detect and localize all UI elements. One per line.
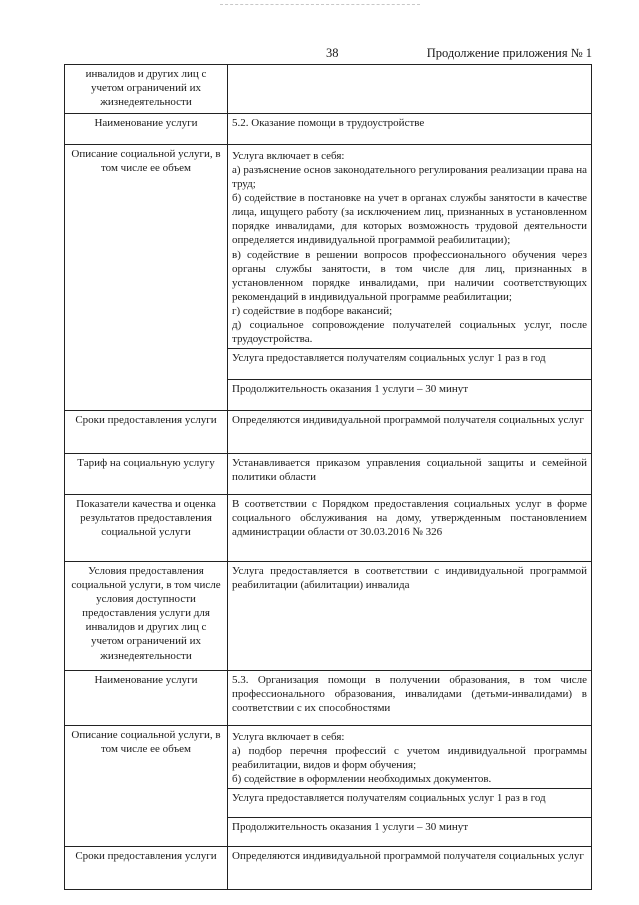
row-label: Сроки предоставления услуги xyxy=(65,847,228,890)
table-row xyxy=(65,65,592,114)
service-name-5-3: 5.3. Организация помощи в получении образования, в том числе профессионального образования, инвалидами (детьми-инвалидами) в соответствии с их способностями xyxy=(228,671,592,726)
table-row xyxy=(65,114,592,145)
service-terms: Определяются индивидуальной программой получателя социальных услуг xyxy=(228,411,592,454)
description-line: б) содействие в постановке на учет в органах службы занятости в качестве лица, ищущего работу (за исключением лиц, признанных в установленном порядке инвалидами, для которых возможность трудовой деятельности определяется индивидуальной программой реабилитации); xyxy=(232,192,587,247)
service-duration: Продолжительность оказания 1 услуги – 30 минут xyxy=(228,818,592,847)
appendix-continuation: Продолжение приложения № 1 xyxy=(426,46,592,60)
description-line: в) содействие в решении вопросов профессионального обучения через органы службы занятости, в том числе для лиц, признанных в установленном порядке инвалидами, при наличии соответствующих рекомендаций в индивидуальной программе реабилитации; xyxy=(232,248,587,303)
row-label: Тариф на социальную услугу xyxy=(65,454,228,495)
table-row xyxy=(65,562,592,671)
service-description xyxy=(228,726,592,789)
row-label: инвалидов и других лиц с учетом ограничений их жизнедеятельности xyxy=(65,65,228,114)
row-label: Описание социальной услуги, в том числе ее объем xyxy=(65,145,228,411)
row-label: Наименование услуги xyxy=(65,671,228,726)
page-header xyxy=(64,46,592,64)
service-tariff: Устанавливается приказом управления социальной защиты и семейной политики области xyxy=(228,454,592,495)
service-name-5-2: 5.2. Оказание помощи в трудоустройстве xyxy=(228,114,592,145)
row-label: Сроки предоставления услуги xyxy=(65,411,228,454)
table-row xyxy=(65,726,592,789)
description-line: Услуга включает в себя: xyxy=(232,731,345,744)
description-line: б) содействие в оформлении необходимых документов. xyxy=(232,773,492,786)
row-value-empty xyxy=(228,65,592,114)
service-description xyxy=(228,145,592,349)
description-line: д) социальное сопровождение получателей социальных услуг, после трудоустройства. xyxy=(232,318,587,346)
services-table xyxy=(64,64,592,890)
row-label: Наименование услуги xyxy=(65,114,228,145)
service-frequency: Услуга предоставляется получателям социальных услуг 1 раз в год xyxy=(228,789,592,818)
table-row xyxy=(65,145,592,349)
description-line: а) разъяснение основ законодательного регулирования реализации права на труд; xyxy=(232,164,587,191)
table-row xyxy=(65,671,592,726)
service-terms: Определяются индивидуальной программой получателя социальных услуг xyxy=(228,847,592,890)
row-label: Условия предоставления социальной услуги, в том числе условия доступности предоставления услуги для инвалидов и других лиц с учетом ограничений их жизнедеятельности xyxy=(65,562,228,671)
service-frequency: Услуга предоставляется получателям социальных услуг 1 раз в год xyxy=(228,349,592,380)
table-row xyxy=(65,495,592,562)
scan-artifact xyxy=(220,4,420,7)
row-label: Описание социальной услуги, в том числе ее объем xyxy=(65,726,228,847)
description-line: а) подбор перечня профессий с учетом индивидуальной программы реабилитации, видов и форм обучения; xyxy=(232,745,587,772)
description-line: Услуга включает в себя: xyxy=(232,150,345,162)
service-conditions: Услуга предоставляется в соответствии с индивидуальной программой реабилитации (абилитации) инвалида xyxy=(228,562,592,671)
page-number: 38 xyxy=(326,46,339,60)
table-row xyxy=(65,411,592,454)
service-duration: Продолжительность оказания 1 услуги – 30 минут xyxy=(228,380,592,411)
table-row xyxy=(65,847,592,890)
row-label: Показатели качества и оценка результатов предоставления социальной услуги xyxy=(65,495,228,562)
table-row xyxy=(65,454,592,495)
description-line: г) содействие в подборе вакансий; xyxy=(232,304,393,317)
service-quality-indicators: В соответствии с Порядком предоставления социальных услуг в форме социального обслуживания на дому, утвержденным постановлением администрации области от 30.03.2016 № 326 xyxy=(228,495,592,562)
